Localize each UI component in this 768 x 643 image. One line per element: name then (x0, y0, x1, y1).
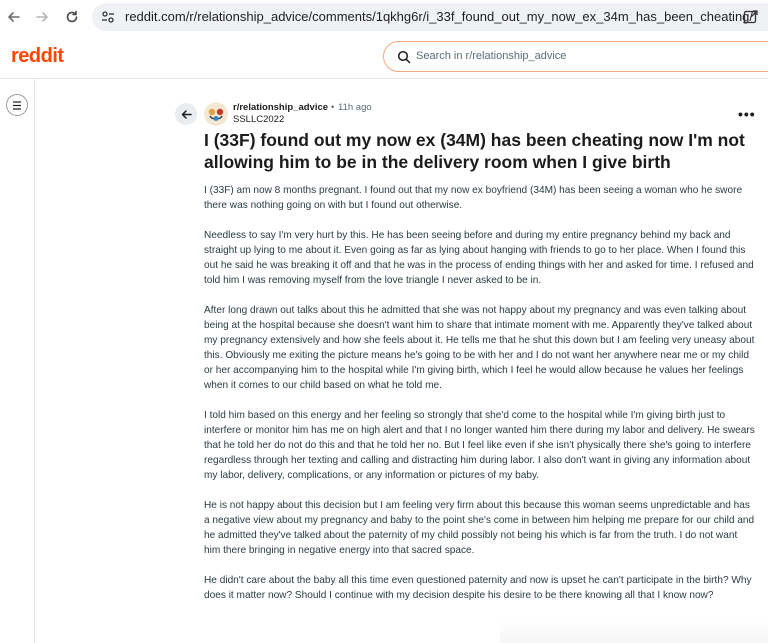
bottom-fade (500, 620, 768, 643)
address-bar[interactable] (92, 3, 768, 31)
back-arrow-icon[interactable] (3, 6, 25, 28)
post-paragraph: I (33F) am now 8 months pregnant. I found out that my now ex boyfriend (34M) has been seeing a woman who he swore there was nothing going on with but I found out otherwise. (204, 185, 743, 211)
post-body (204, 183, 756, 618)
post-time: 11h ago (338, 102, 372, 113)
forward-arrow-icon[interactable] (31, 6, 53, 28)
post-title: I (33F) found out my now ex (34M) has been cheating now I'm not allowing him to be in the delivery room when I give birth (204, 130, 745, 172)
search-icon (397, 50, 411, 64)
reddit-logo[interactable]: reddit (11, 45, 64, 67)
back-button[interactable] (175, 103, 197, 125)
post-paragraph: He is not happy about this decision but I am feeling very firm about this because this woman seems unpredictable and has a negative view about my pregnancy and baby to the point she's come in between him helping me prepare for our child and he admitted they've talked about the paternity of my child possibly not being his which is far from the truth. I do not want him there bringing in negative energy into that sacred space. (204, 500, 755, 556)
subreddit-name[interactable]: r/relationship_advice (233, 102, 329, 113)
site-settings-icon[interactable] (100, 9, 116, 25)
post-paragraph: Needless to say I'm very hurt by this. He has been seeing before and during my entire pregnancy behind my back and straight up lying to me about it. Even going as far as lying about hanging with friends to go to her place. When I found this out he said he was breaking it off and that he was in the process of ending things with her and asked for time. I refused and told him I was removing myself from the love triangle I never asked to be in. (204, 230, 754, 286)
reload-icon[interactable] (61, 6, 83, 28)
browser-toolbar (0, 0, 768, 34)
post-paragraph: He didn't care about the baby all this time even questioned paternity and now is upset he can't participate in the birth? Why does it matter now? Should I continue with my decision despite his desire to be there knowing all that I know now? (204, 575, 752, 601)
more-options-icon[interactable]: ••• (738, 106, 756, 122)
menu-icon[interactable] (6, 94, 28, 116)
sidebar-divider (34, 79, 35, 643)
post-author[interactable]: SSLLC2022 (233, 114, 285, 125)
back-arrow-icon (181, 109, 192, 120)
meta-separator: • (331, 102, 335, 113)
search-input[interactable] (383, 41, 768, 72)
post-paragraph: After long drawn out talks about this he admitted that she was not happy about my pregnancy and was even talking about being at the hospital because she doesn't want him to share that intimate moment with me. Apparently they've talked about my pregnancy extensively and how she feels about it. He tells me that he shut this down but I am feeling very uneasy about this. Obviously me exiting the picture means he's going to be with her and I do not want her anywhere near me or my child or her accompanying him to the hospital while I'm giving birth, which I feel he would allow because he values her feelings when it comes to our child based on what he told me. (204, 305, 755, 391)
share-icon[interactable] (742, 8, 760, 26)
post-paragraph: I told him based on this energy and her feeling so strongly that she'd come to the hospital while I'm giving birth just to interfere or monitor him has me on high alert and that I no longer wanted him there during my labor and delivery. He swears that he told her do not do this and that he told her no. But I feel like even if she isn't physically there she's going to interfere regardless through her texting and calling and distracting him during labor. I also don't want in giving any information about my labor, delivery, complications, or any information or pictures of my baby. (204, 410, 755, 481)
search-placeholder: Search in r/relationship_advice (416, 50, 567, 62)
subreddit-avatar[interactable] (204, 102, 228, 126)
url-text[interactable]: reddit.com/r/relationship_advice/comments/1qkhg6r/i_33f_found_out_my_now_ex_34m_has_been_cheating/ (125, 9, 754, 24)
site-header (0, 38, 768, 79)
